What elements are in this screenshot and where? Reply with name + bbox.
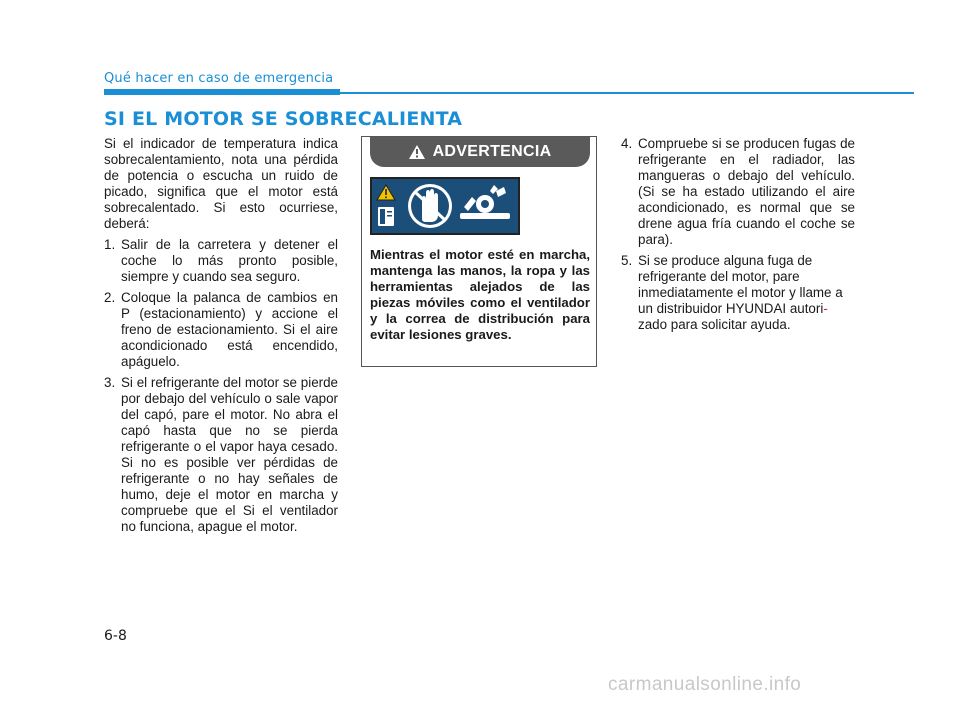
page-number: 6-8 [104,628,127,644]
warning-box [361,136,597,367]
warning-pictogram [370,177,520,235]
hyphen-mark: - [823,301,828,316]
left-column [104,136,338,540]
steps-list-left [104,237,338,535]
step-text: Salir de la carretera y detener el coche lo más pronto posible, siempre y cuando sea seguro. [121,237,338,284]
warning-label: ADVERTENCIA [432,143,552,160]
header-rule-thin [340,92,914,94]
step-item [621,136,855,248]
steps-list-right [621,136,855,333]
header-rule-thick [104,89,340,95]
step-number: 4. [621,136,633,151]
no-hand-icon [408,184,452,228]
warning-triangle-icon [409,145,425,159]
step-number: 1. [104,237,116,252]
step-item [621,253,855,333]
page-title: SI EL MOTOR SE SOBRECALIENTA [104,108,463,130]
warning-text: Mientras el motor esté en marcha, mantenga las manos, la ropa y las herramientas alejados de las piezas móviles como el ventilador y la correa de distribución para evitar lesiones graves. [370,247,590,342]
step-item [104,237,338,285]
intro-paragraph: Si el indicador de temperatura indica sobrecalentamiento, nota una pérdida de potencia o escucha un ruido de picado, significa que el motor está sobrecalentado. Si esto ocurriese, deberá: [104,136,338,231]
step-text: Compruebe si se producen fugas de refrigerante en el radiador, las mangueras o debajo del vehículo. (Si se ha estado utilizando el aire acondicionado, es normal que se drene agua fría cuando el coche se para). [638,136,855,247]
section-label: Qué hacer en caso de emergencia [104,71,334,86]
step-number: 3. [104,375,116,390]
step-number: 5. [621,253,633,268]
step-text: Si el refrigerante del motor se pierde por debajo del vehículo o sale vapor del capó, pare el motor. No abra el capó hasta que no se pierda refrigerante o el vapor haya cesado. Si no es posible ver pérdidas de refrigerante o no hay señales de humo, deje el motor en marcha y compruebe que el Si el ventilador no funciona, apague el motor. [121,375,338,534]
step-item [104,290,338,370]
step-text-end: zado para solicitar ayuda. [638,317,791,332]
step-number: 2. [104,290,116,305]
step-text: Si se produce alguna fuga de refrigerante del motor, pare inmediatamente el motor y llame a un distribuidor HYUNDAI autori [638,253,843,316]
watermark: carmanualsonline.info [608,674,802,695]
step-text: Coloque la palanca de cambios en P (estacionamiento) y accione el freno de estacionamiento. Si el aire acondicionado está encendido, apáguelo. [121,290,338,369]
step-item [104,375,338,535]
manual-book-icon [378,207,394,226]
warning-header [370,137,590,167]
right-column [621,136,855,338]
